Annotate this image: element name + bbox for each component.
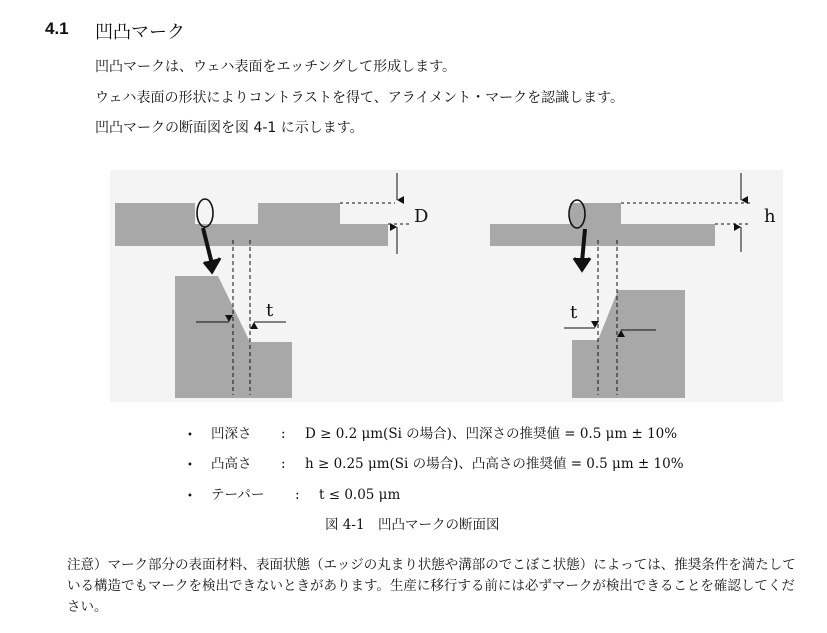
figure-caption: 図 4-1 凹凸マークの断面図 <box>325 517 500 533</box>
section-title: 凹凸マーク <box>95 22 185 43</box>
bullet-marker: • <box>187 430 193 441</box>
bullet-name: 凹深さ <box>211 426 252 442</box>
bullet-colon: : <box>281 426 286 442</box>
paragraph-3: 凹凸マークの断面図を図 4-1 に示します。 <box>95 120 364 136</box>
bullet-taper <box>187 483 400 503</box>
bullet-colon: : <box>281 456 286 472</box>
bullet-concave-depth <box>187 422 677 442</box>
bullet-name: テーパー <box>211 487 265 503</box>
section-number: 4.1 <box>45 19 69 38</box>
bullet-marker: • <box>187 491 193 502</box>
bullet-text: h ≥ 0.25 μm(Si の場合)、凸高さの推奨値 = 0.5 μm ± 10% <box>305 456 684 472</box>
paragraph-1: 凹凸マークは、ウェハ表面をエッチングして形成します。 <box>95 59 457 75</box>
bullet-name: 凸高さ <box>211 456 252 472</box>
bullet-text: D ≥ 0.2 μm(Si の場合)、凹深さの推奨値 = 0.5 μm ± 10% <box>305 426 678 442</box>
note-paragraph: 注意）マーク部分の表面材料、表面状態（エッジの丸まり状態や溝部のでこぼこ状態）によっては、推奨条件を満たしている構造でもマークを検出できないときがあります。生産に移行する前には必ずマークが検出できることを確認してください。 <box>67 557 796 615</box>
label-h: h <box>764 206 776 227</box>
bullet-marker: • <box>187 460 193 471</box>
bullet-convex-height <box>187 452 684 472</box>
label-t-right: t <box>570 302 578 323</box>
bullet-colon: : <box>295 487 300 503</box>
label-D: D <box>414 206 429 227</box>
bullet-text: t ≤ 0.05 μm <box>319 487 401 503</box>
label-t-left: t <box>266 300 274 321</box>
paragraph-2: ウェハ表面の形状によりコントラストを得て、アライメント・マークを認識します。 <box>95 90 625 106</box>
